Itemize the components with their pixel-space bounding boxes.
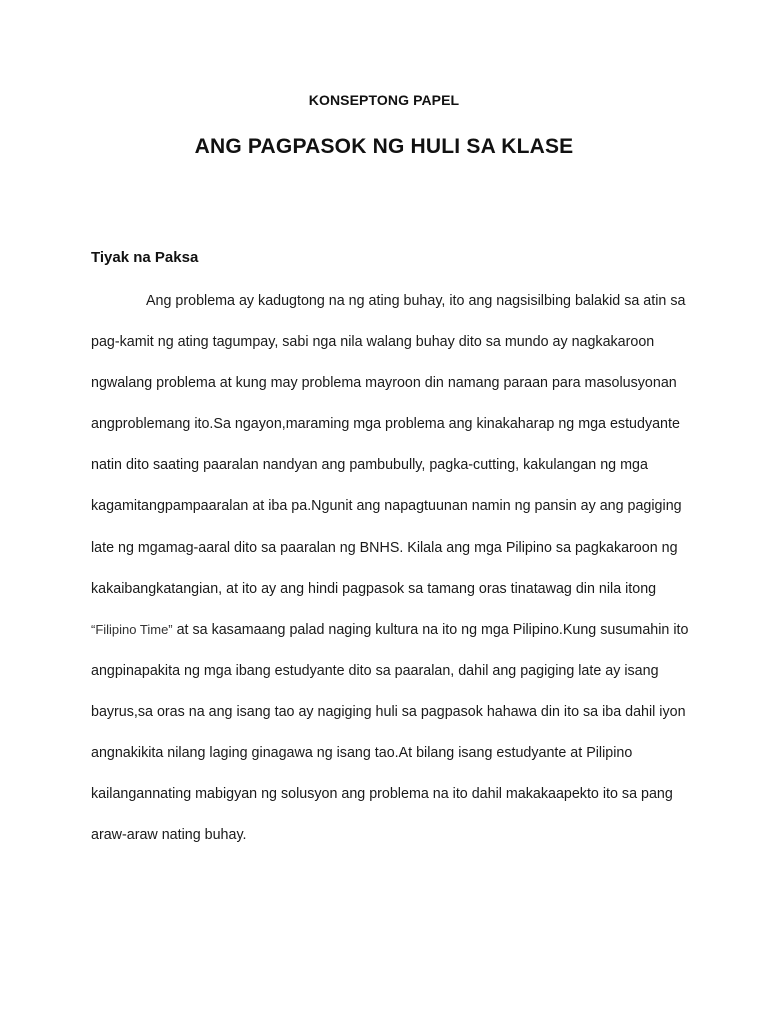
quoted-phrase: “Filipino Time”	[91, 621, 173, 637]
paragraph-line: kailangannating mabigyan ng solusyon ang problema na ito dahil makakaapekto ito sa pang	[91, 786, 673, 803]
paragraph-line: angpinapakita ng mga ibang estudyante dito sa paaralan, dahil ang pagiging late ay isang	[91, 662, 659, 679]
paragraph-line: ngwalang problema at kung may problema mayroon din namang paraan para masolusyonan	[91, 375, 677, 392]
paragraph-line: angnakikita nilang laging ginagawa ng isang tao.At bilang isang estudyante at Pilipino	[91, 745, 633, 762]
paragraph-line	[91, 620, 711, 661]
paragraph-line: angproblemang ito.Sa ngayon,maraming mga problema ang kinakaharap ng mga estudyante	[91, 416, 680, 433]
paragraph-line: araw-araw nating buhay.	[91, 827, 247, 844]
paragraph-line: natin dito saating paaralan nandyan ang pambubully, pagka-cutting, kakulangan ng mga	[91, 457, 648, 474]
section-heading: Tiyak na Paksa	[91, 249, 199, 266]
paragraph-line: late ng mgamag-aaral dito sa paaralan ng BNHS. Kilala ang mga Pilipino sa pagkakaroon ng	[91, 539, 678, 556]
body-paragraph	[91, 291, 711, 866]
paragraph-line: Ang problema ay kadugtong na ng ating buhay, ito ang nagsisilbing balakid sa atin sa	[146, 293, 686, 309]
paragraph-line: pag-kamit ng ating tagumpay, sabi nga nila walang buhay dito sa mundo ay nagkakaroon	[91, 334, 655, 351]
paragraph-line: kagamitangpampaaralan at iba pa.Ngunit ang napagtuunan namin ng pansin ay ang pagiging	[91, 498, 682, 515]
paragraph-line-rest: at sa kasamaang palad naging kultura na ito ng mga Pilipino.Kung susumahin ito	[172, 621, 689, 638]
document-title: ANG PAGPASOK NG HULI SA KLASE	[194, 135, 574, 158]
paragraph-line: bayrus,sa oras na ang isang tao ay nagiging huli sa pagpasok hahawa din ito sa iba dahil iyon	[91, 703, 686, 720]
paragraph-line: kakaibangkatangian, at ito ay ang hindi pagpasok sa tamang oras tinatawag din nila itong	[91, 580, 657, 597]
document-label: KONSEPTONG PAPEL	[308, 92, 460, 108]
